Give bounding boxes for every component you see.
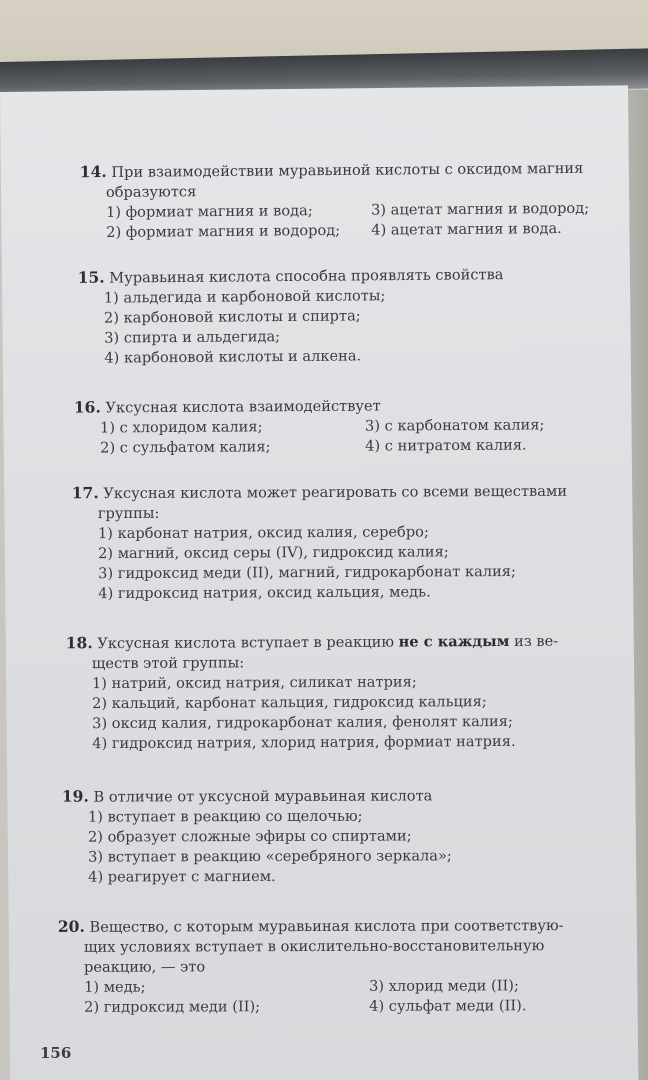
option-4: 4) гидроксид натрия, хлорид натрия, формиат натрия. [92,732,516,753]
question-20-stem-continued-2: реакцию, — это [83,958,206,976]
option-row [74,435,545,458]
option-4: 4) гидроксид натрия, оксид кальция, медь. [98,583,431,603]
option-4: 4) с нитратом калия. [365,436,527,455]
question-number: 19. [61,786,89,806]
question-17-stem: 17. Уксусная кислота может реагировать со всеми веществами [71,482,568,503]
page-number: 156 [40,1044,72,1062]
option-3: 3) хлорид меди (II); [369,977,519,995]
question-16-stem: 16. Уксусная кислота взаимодействует [73,397,381,417]
option-3: 3) спирта и альдегида; [104,328,281,347]
option-1: 1) натрий, оксид натрия, силикат натрия; [91,673,417,693]
option-2: 2) с сульфатом калия; [100,438,271,457]
option-4: 4) сульфат меди (II). [369,997,527,1015]
option-3: 3) вступает в реакцию «серебряного зеркала»; [88,847,452,866]
question-18-stem: 18. Уксусная кислота вступает в реакцию не с каждым из ве- [65,632,559,653]
option-1: 1) вступает в реакцию со щелочью; [87,807,363,826]
option-3: 3) гидроксид меди (II), магний, гидрокарбонат калия; [98,562,516,583]
option-2: 2) карбоновой кислоты и спирта; [103,307,361,327]
option-1: 1) альдегида и карбоновой кислоты; [103,287,386,307]
question-20-stem-continued: щих условиях вступает в окислительно-восстановительную [83,937,545,956]
question-14 [80,158,590,243]
question-20 [58,915,564,1018]
option-2: 2) гидроксид меди (II); [84,998,261,1016]
option-3: 3) оксид калия, гидрокарбонат калия, фенолят калия; [92,712,513,733]
question-19 [62,785,452,887]
question-16 [74,394,545,458]
option-4: 4) карбоновой кислоты и алкена. [104,347,362,367]
option-3: 3) с карбонатом калия; [364,416,545,435]
question-number: 18. [65,633,93,653]
option-1: 1) медь; [84,978,146,996]
question-18-stem-continued: ществ этой группы: [91,654,245,673]
question-15 [78,264,505,369]
question-14-stem: 14. При взаимодействии муравьиной кислоты с оксидом магния [79,159,584,182]
question-number: 16. [73,397,101,417]
option-row [80,219,589,243]
option-1: 1) карбонат натрия, оксид калия, серебро; [97,523,429,543]
option-2: 2) формиат магния и водород; [106,221,341,241]
question-number: 14. [79,161,107,182]
option-3: 3) ацетат магния и водород; [371,199,590,219]
option-4: 4) реагирует с магнием. [88,867,276,886]
option-row [58,996,564,1018]
option-2: 2) кальций, карбонат кальция, гидроксид кальция; [92,693,487,713]
emphasis-text: не с каждым [398,632,510,651]
option-4: 4) ацетат магния и вода. [371,220,562,239]
question-20-stem: 20. Вещество, с которым муравьиная кислота при соответствую- [57,916,564,936]
question-17-stem-continued: группы: [97,504,160,523]
question-17 [72,481,568,605]
question-15-stem: 15. Муравьиная кислота способна проявлять свойства [77,266,504,287]
question-14-stem-continued: образуются [105,183,197,201]
option-1: 1) формиат магния и вода; [106,202,313,221]
option-2: 2) образует сложные эфиры со спиртами; [87,827,412,846]
option-2: 2) магний, оксид серы (IV), гидроксид калия; [98,543,449,563]
option-1: 1) с хлоридом калия; [99,418,263,437]
question-number: 17. [71,483,99,503]
question-number: 15. [77,267,105,287]
question-19-stem: 19. В отличие от уксусной муравьиная кислота [61,786,433,806]
question-number: 20. [57,916,85,936]
question-18 [66,631,559,755]
option-row [58,976,564,998]
